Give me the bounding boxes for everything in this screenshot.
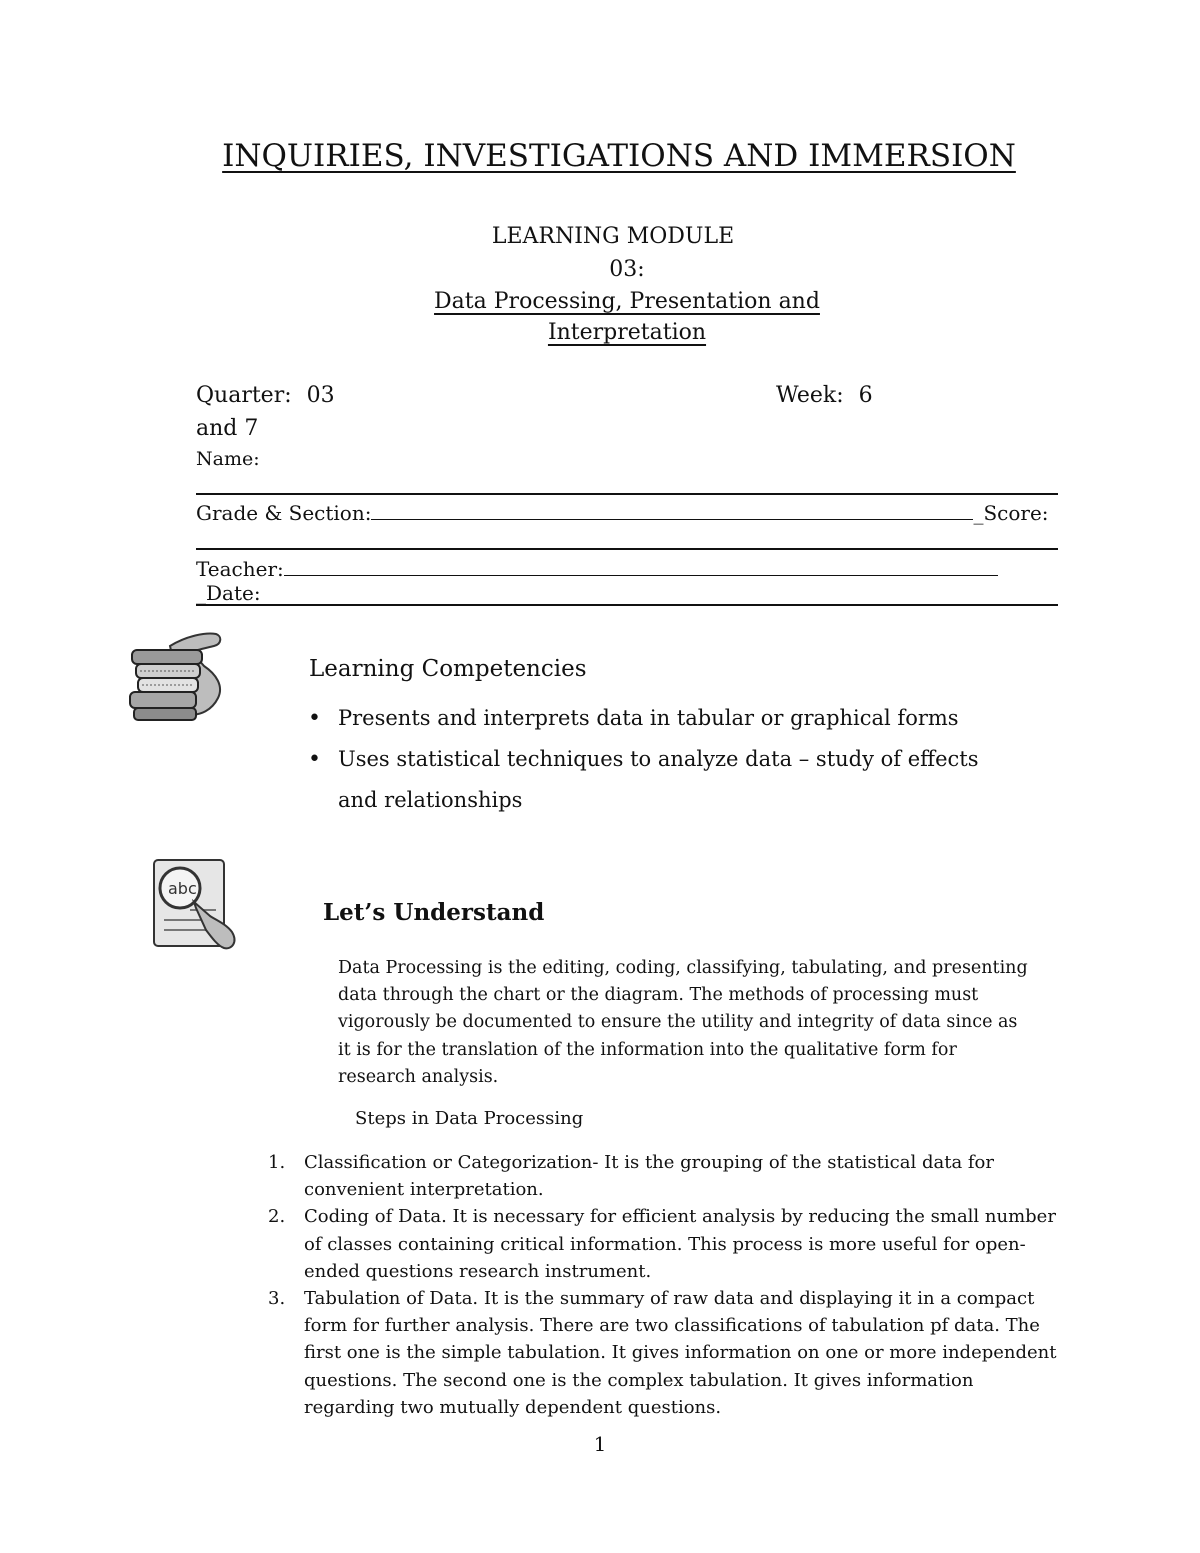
quarter-value: 03 <box>306 383 335 408</box>
quarter-label: Quarter: <box>196 383 292 408</box>
date-label: _Date: <box>196 581 261 605</box>
teacher-field[interactable] <box>284 557 998 576</box>
competencies-list <box>308 698 1008 821</box>
teacher-row <box>196 557 1058 605</box>
module-title-line2: Interpretation <box>547 320 707 345</box>
step-text: Tabulation of Data. It is the summary of raw data and displaying it in a compact form for further analysis. There are two classifications of tabulation pf data. The first one is the simple tabulation. It gives information on one or more independent questions. The second one is the complex tabulation. It gives information regarding two mutually dependent questions. <box>304 1288 1057 1418</box>
magnifier-document-icon <box>146 854 244 952</box>
books-hand-icon <box>126 628 230 724</box>
step-number: 1. <box>268 1152 286 1173</box>
score-label: _Score: <box>973 501 1049 525</box>
step-item <box>268 1149 1060 1203</box>
step-item <box>268 1203 1060 1285</box>
teacher-label: Teacher: <box>196 557 284 581</box>
steps-list <box>268 1149 1060 1421</box>
grade-section-field[interactable] <box>371 501 973 520</box>
week-label: Week: <box>776 383 844 408</box>
competency-item: • Presents and interprets data in tabular or graphical forms <box>308 698 1008 739</box>
step-number: 3. <box>268 1288 286 1310</box>
step-item <box>268 1285 1060 1421</box>
competency-item: • Uses statistical techniques to analyze data – study of effects and relationships <box>308 739 1008 821</box>
grade-section-row <box>196 501 1058 525</box>
quarter <box>196 383 335 408</box>
understand-title: Let’s Understand <box>323 899 545 926</box>
understand-paragraph: Data Processing is the editing, coding, classifying, tabulating, and presenting data through the chart or the diagram. The methods of processing must vigorously be documented to ensure the utility and integrity of data since as it is for the translation of the information into the qualitative form for research analysis. <box>338 958 1028 1087</box>
page-number: 1 <box>593 1432 607 1456</box>
course-title: INQUIRIES, INVESTIGATIONS AND IMMERSION <box>222 138 1016 174</box>
name-label: Name: <box>196 448 260 470</box>
steps-title: Steps in Data Processing <box>355 1108 584 1129</box>
score-line[interactable] <box>196 548 1058 550</box>
name-line[interactable] <box>196 493 1058 495</box>
week <box>776 383 873 408</box>
step-text: Coding of Data. It is necessary for efficient analysis by reducing the small number of classes containing critical information. This process is more useful for open-ended questions research instrument. <box>304 1206 1056 1282</box>
grade-section-label: Grade & Section: <box>196 501 372 525</box>
week-value: 6 <box>858 383 873 408</box>
step-number: 2. <box>268 1206 286 1228</box>
module-label: LEARNING MODULE <box>491 224 735 249</box>
competencies-title: Learning Competencies <box>309 656 587 682</box>
module-number: 03: <box>609 257 645 282</box>
step-text: Classification or Categorization- It is the grouping of the statistical data for convenient interpretation. <box>304 1152 994 1201</box>
module-title-line1: Data Processing, Presentation and <box>434 289 820 314</box>
week-continued: and 7 <box>196 416 259 441</box>
date-line[interactable] <box>196 604 1058 606</box>
svg-text:abc: abc <box>168 879 197 898</box>
